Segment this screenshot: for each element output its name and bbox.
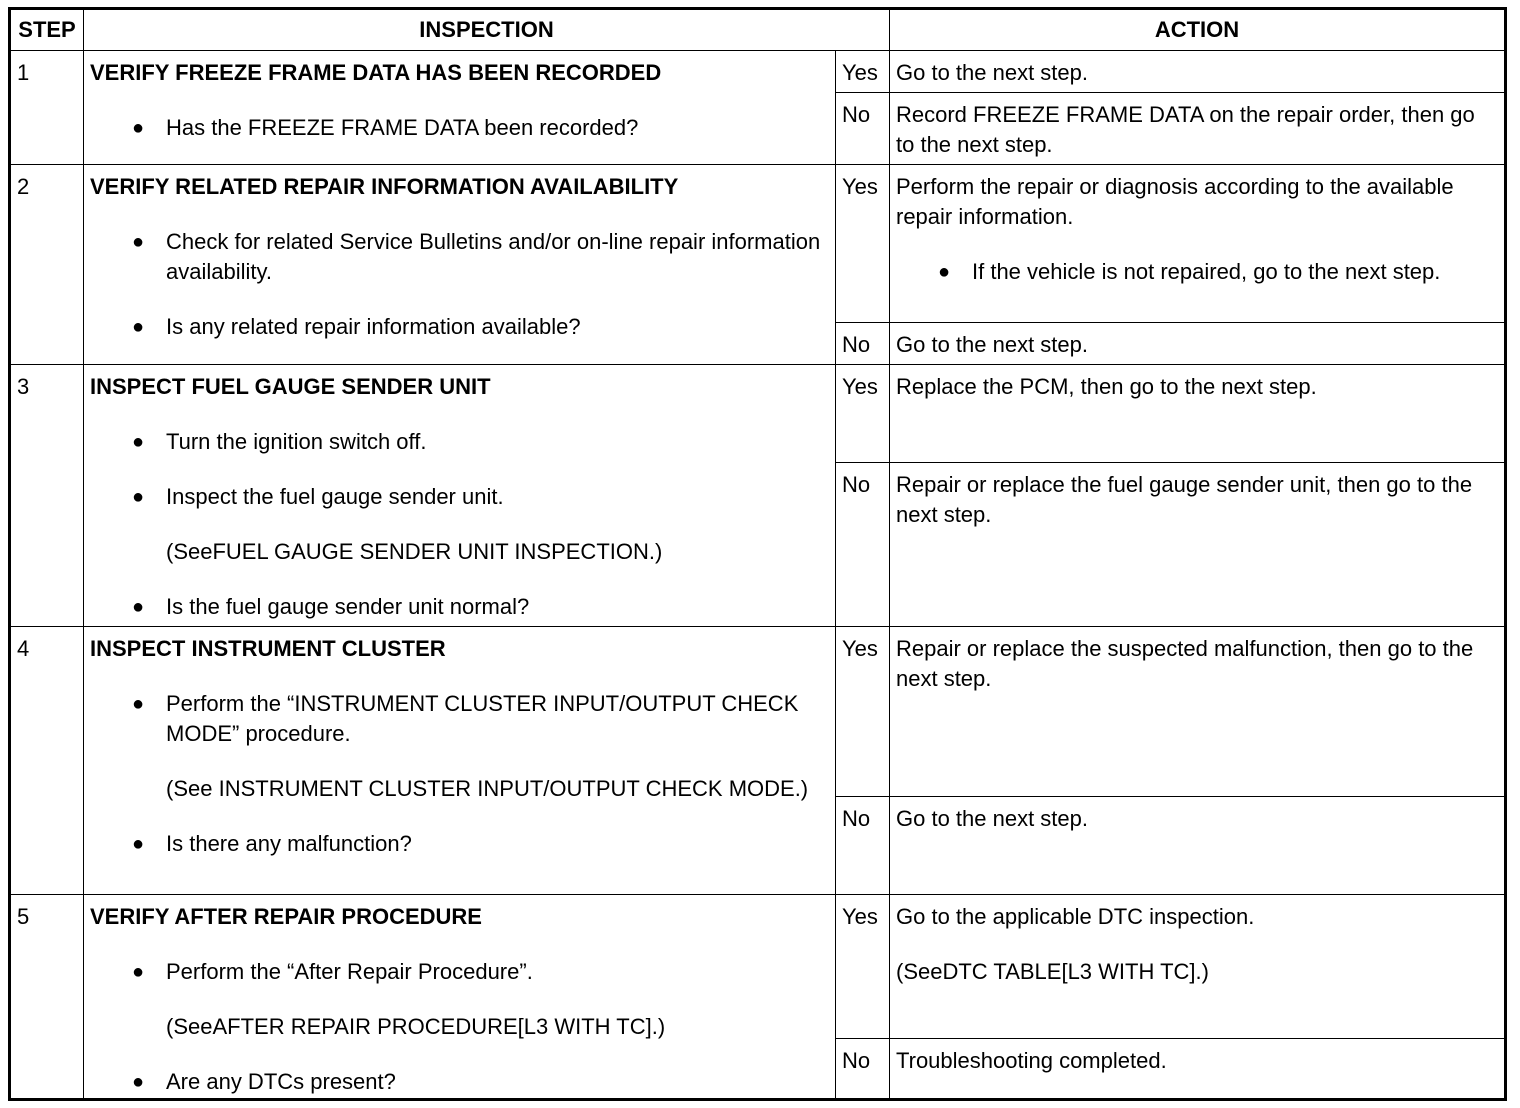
bullet-icon: ●: [132, 486, 145, 508]
action-header: ACTION: [890, 9, 1506, 51]
no-action: Go to the next step.: [890, 797, 1506, 895]
list-item: ● Is there any malfunction?: [90, 829, 829, 859]
bullet-icon: ●: [132, 961, 145, 983]
see-reference: (SeeFUEL GAUGE SENDER UNIT INSPECTION.): [166, 539, 663, 564]
list-item: ● Perform the “After Repair Procedure”.: [90, 957, 829, 987]
step-title: INSPECT INSTRUMENT CLUSTER: [90, 636, 446, 661]
list-item: ● If the vehicle is not repaired, go to the next step.: [896, 257, 1498, 287]
see-reference: (SeeDTC TABLE[L3 WITH TC].): [896, 959, 1209, 984]
bullet-icon: ●: [132, 693, 145, 715]
yes-action: Repair or replace the suspected malfunction, then go to the next step.: [890, 627, 1506, 797]
bullet-icon: ●: [132, 117, 145, 139]
yes-action: Replace the PCM, then go to the next step.: [890, 365, 1506, 463]
list-item: ● Turn the ignition switch off.: [90, 427, 829, 457]
no-label: No: [836, 1039, 890, 1100]
no-action: Troubleshooting completed.: [890, 1039, 1506, 1100]
step-3-row-yes: [10, 365, 1506, 463]
yes-action: Go to the next step.: [890, 51, 1506, 93]
bullet-icon: ●: [938, 261, 951, 283]
bullet-icon: ●: [132, 596, 145, 618]
step-3-inspection: [84, 365, 836, 627]
see-reference: (See INSTRUMENT CLUSTER INPUT/OUTPUT CHECK MODE.): [166, 776, 809, 801]
step-title: VERIFY AFTER REPAIR PROCEDURE: [90, 904, 482, 929]
yes-label: Yes: [836, 365, 890, 463]
list-item: ● Are any DTCs present?: [90, 1067, 829, 1097]
yes-label: Yes: [836, 51, 890, 93]
step-title: VERIFY RELATED REPAIR INFORMATION AVAILABILITY: [90, 174, 679, 199]
no-label: No: [836, 323, 890, 365]
step-header: STEP: [10, 9, 84, 51]
step-2-row-yes: [10, 165, 1506, 323]
step-5-row-yes: [10, 895, 1506, 1039]
no-label: No: [836, 797, 890, 895]
step-2-inspection: [84, 165, 836, 365]
list-item: ● Check for related Service Bulletins and/or on-line repair information availability.: [90, 227, 829, 287]
yes-action: Go to the applicable DTC inspection.: [896, 904, 1255, 929]
bullet-icon: ●: [132, 833, 145, 855]
inspection-header: INSPECTION: [84, 9, 890, 51]
step-1-row-yes: [10, 51, 1506, 93]
bullet-icon: ●: [132, 431, 145, 453]
step-title: VERIFY FREEZE FRAME DATA HAS BEEN RECORDED: [90, 60, 662, 85]
no-label: No: [836, 93, 890, 165]
bullet-icon: ●: [132, 316, 145, 338]
step-number: 3: [10, 365, 84, 627]
list-item: ● Is the fuel gauge sender unit normal?: [90, 592, 829, 622]
yes-label: Yes: [836, 165, 890, 323]
step-4-row-yes: [10, 627, 1506, 797]
no-action: Record FREEZE FRAME DATA on the repair order, then go to the next step.: [890, 93, 1506, 165]
step-number: 5: [10, 895, 84, 1100]
step-number: 2: [10, 165, 84, 365]
yes-action: Perform the repair or diagnosis according to the available repair information.: [896, 174, 1454, 229]
step-number: 4: [10, 627, 84, 895]
diagnostic-procedure-table: [8, 7, 1507, 1101]
yes-action-cell: [890, 165, 1506, 323]
see-reference: (SeeAFTER REPAIR PROCEDURE[L3 WITH TC].): [166, 1014, 666, 1039]
yes-label: Yes: [836, 895, 890, 1039]
step-4-inspection: [84, 627, 836, 895]
yes-label: Yes: [836, 627, 890, 797]
no-action: Go to the next step.: [890, 323, 1506, 365]
no-action: Repair or replace the fuel gauge sender unit, then go to the next step.: [890, 463, 1506, 627]
step-title: INSPECT FUEL GAUGE SENDER UNIT: [90, 374, 491, 399]
bullet-icon: ●: [132, 1071, 145, 1093]
step-1-inspection: [84, 51, 836, 165]
bullet-icon: ●: [132, 231, 145, 253]
header-row: [10, 9, 1506, 51]
list-item: ● Has the FREEZE FRAME DATA been recorded?: [90, 113, 829, 143]
no-label: No: [836, 463, 890, 627]
yes-action-cell: [890, 895, 1506, 1039]
step-number: 1: [10, 51, 84, 165]
list-item: ● Perform the “INSTRUMENT CLUSTER INPUT/OUTPUT CHECK MODE” procedure.: [90, 689, 829, 749]
list-item: ● Is any related repair information available?: [90, 312, 829, 342]
step-5-inspection: [84, 895, 836, 1100]
list-item: ● Inspect the fuel gauge sender unit.: [90, 482, 829, 512]
